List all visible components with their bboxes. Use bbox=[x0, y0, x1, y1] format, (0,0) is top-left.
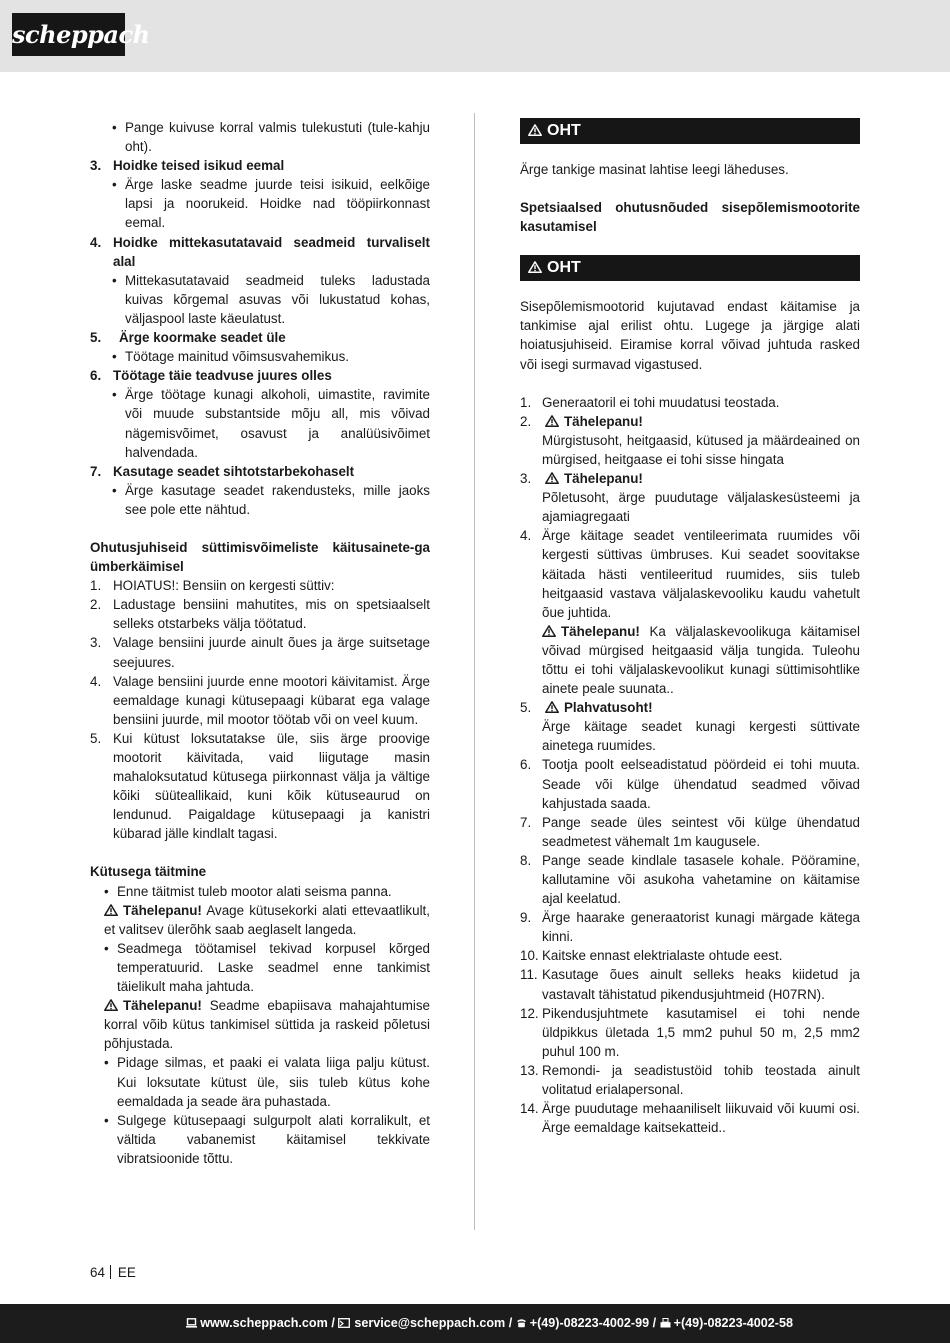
item-text: Töötage täie teadvuse juures olles bbox=[113, 368, 332, 384]
section-heading: Spetsiaalsed ohutusnõuded sisepõlemismootorite kasutamisel bbox=[520, 200, 860, 235]
bullet-marker: • bbox=[112, 272, 117, 288]
warning-icon bbox=[104, 904, 118, 916]
page-header bbox=[0, 0, 950, 72]
bullet-marker: • bbox=[104, 940, 109, 956]
footer-contacts bbox=[186, 1304, 793, 1343]
warning-icon bbox=[545, 415, 559, 427]
item-text: Ladustage bensiini mahutites, mis on spetsiaalselt selleks otstarbeks välja töötatud. bbox=[113, 597, 430, 632]
bullet-item bbox=[90, 481, 430, 519]
item-text: Hoidke teised isikud eemal bbox=[113, 158, 285, 174]
item-text: Kasutage seadet sihtotstarbekohaselt bbox=[113, 463, 355, 479]
bullet-text: Ärge töötage kunagi alkoholi, uimastite, ravimite või muude substantside mõju all, mis võivad nägemisvõimet, osavust ja analüüsivõimet halvendada. bbox=[125, 387, 430, 460]
item-text: Remondi- ja seadistustöid tohib teostada ainult volitatud erialapersonal. bbox=[542, 1062, 860, 1098]
footer-separator: / bbox=[649, 1316, 660, 1330]
numbered-item bbox=[90, 462, 430, 481]
paragraph: Sisepõlemismootorid kujutavad endast käitamise ja tankimise ajal erilist ohtu. Lugege ja järgige alati hoiatusjuhiseid. Eiramise korral võivad juhtuda rasked või isegi surmavad vigastused. bbox=[520, 299, 860, 372]
item-number: 10. bbox=[520, 948, 539, 964]
bullet-text: Ärge kasutage seadet rakendusteks, mille jaoks see pole ette nähtud. bbox=[125, 482, 430, 517]
left-column bbox=[90, 118, 430, 1168]
item-number: 3. bbox=[90, 635, 102, 651]
item-number: 8. bbox=[520, 852, 532, 868]
numbered-warning bbox=[520, 698, 860, 717]
section-heading: Kütusega täitmine bbox=[90, 864, 207, 880]
numbered-item bbox=[520, 813, 860, 851]
bullet-marker: • bbox=[112, 482, 117, 498]
item-text: Pikendusjuhtmete kasutamisel ei tohi nende üldpikkus ületada 1,5 mm2 puhul 50 m, 2,5 mm2 puhul 100 m. bbox=[542, 1005, 860, 1059]
numbered-item bbox=[520, 1099, 860, 1137]
footer-separator: / bbox=[505, 1316, 516, 1330]
footer-email-link[interactable]: service@scheppach.com bbox=[354, 1316, 506, 1330]
numbered-item bbox=[90, 366, 430, 385]
bullet-item bbox=[90, 347, 430, 366]
numbered-item bbox=[520, 851, 860, 908]
item-number: 14. bbox=[520, 1101, 539, 1117]
item-number: 7. bbox=[90, 463, 102, 479]
bullet-text: Seadmega töötamisel tekivad korpusel kõrged temperatuurid. Laske seadmel enne tankimist täielikult maha jahtuda. bbox=[117, 940, 430, 995]
numbered-warning bbox=[520, 412, 860, 431]
footer-phone: +(49)-08223-4002-99 bbox=[529, 1316, 650, 1330]
spacer bbox=[520, 179, 860, 198]
item-number: 5. bbox=[90, 330, 102, 346]
warning-label: Tähelepanu! bbox=[564, 413, 643, 429]
danger-banner bbox=[520, 118, 860, 144]
warning-label: Plahvatusoht! bbox=[564, 700, 653, 716]
warning-label: Tähelepanu! bbox=[123, 902, 202, 918]
item-number: 5. bbox=[520, 700, 532, 716]
spacer bbox=[520, 374, 860, 393]
item-number: 3. bbox=[90, 158, 102, 174]
continuation-text: Põletusoht, ärge puudutage väljalaskesüsteemi ja ajamiagregaati bbox=[542, 490, 860, 525]
warning-note bbox=[90, 901, 430, 939]
numbered-item bbox=[520, 965, 860, 1003]
numbered-item bbox=[90, 233, 430, 271]
item-text: Pange seade kindlale tasasele kohale. Pööramine, kallutamine või asukoha vahetamine on käitamise ajal keelatud. bbox=[542, 852, 860, 907]
numbered-item bbox=[90, 156, 430, 175]
warning-label: Tähelepanu! bbox=[123, 998, 202, 1014]
item-text: Kasutage õues ainult selleks heaks kiidetud ja vastavalt tähistatud pikendusjuhtmeid (H07RN). bbox=[542, 967, 860, 1002]
bullet-marker: • bbox=[104, 883, 109, 899]
item-number: 9. bbox=[520, 910, 532, 926]
item-number: 2. bbox=[90, 597, 102, 613]
item-text: HOIATUS!: Bensiin on kergesti süttiv: bbox=[113, 578, 335, 594]
bullet-item bbox=[90, 118, 430, 156]
bullet-item bbox=[90, 939, 430, 996]
numbered-item bbox=[90, 672, 430, 729]
page-number-block bbox=[90, 1264, 136, 1282]
footer-separator: / bbox=[327, 1316, 339, 1330]
spacer bbox=[90, 519, 430, 538]
bullet-marker: • bbox=[112, 349, 117, 365]
footer-website-link[interactable]: www.scheppach.com bbox=[200, 1316, 328, 1330]
bullet-item bbox=[90, 175, 430, 232]
bullet-marker: • bbox=[112, 387, 117, 403]
numbered-item bbox=[90, 729, 430, 844]
page-number: 64 bbox=[90, 1265, 105, 1280]
continuation-text: Mürgistusoht, heitgaasid, kütused ja määrdeained on mürgised, heitgaase ei tohi sisse hingata bbox=[542, 432, 860, 467]
warning-icon bbox=[528, 124, 542, 136]
warning-label: Tähelepanu! bbox=[561, 623, 640, 639]
item-text: Valage bensiini juurde enne mootori käivitamist. Ärge eemaldage kunagi kütusepaagi kübarat ega valage bensiini juurde, mil mootor töötab või on veel kuum. bbox=[113, 673, 430, 727]
item-number: 1. bbox=[520, 394, 532, 410]
column-divider bbox=[474, 113, 475, 1230]
computer-icon bbox=[186, 1318, 197, 1328]
item-text: Generaatoril ei tohi muudatusi teostada. bbox=[542, 394, 780, 410]
item-text: Kui kütust loksutatakse üle, siis ärge proovige mootorit käivitada, vaid liigutage masin mahaloksutatud kütusega piirkonnast välja ja vältige kõiki süüteallikaid, kuni kõik kütuseaurud on lendunud. Paigaldage kütusepaagi ja kanistri kübarad jälle kindlalt tagasi. bbox=[113, 730, 430, 842]
warning-label: Tähelepanu! bbox=[564, 471, 643, 487]
warning-icon bbox=[545, 701, 559, 713]
warning-icon bbox=[545, 472, 559, 484]
item-number: 6. bbox=[520, 757, 532, 773]
page-footer bbox=[0, 1304, 950, 1343]
bullet-text: Pidage silmas, et paaki ei valata liiga palju kütust. Kui loksutate kütust üle, siis tuleb kütus kohe eemaldada ja seade ära puhastada. bbox=[117, 1055, 430, 1109]
numbered-item bbox=[520, 908, 860, 946]
item-text: Valage bensiini juurde ainult õues ja ärge suitsetage seejuures. bbox=[113, 635, 430, 670]
warning-text: Ka väljalaskevoolikuga käitamisel võivad mürgised heitgaasid välja tungida. Tuleohu tõttu ei tohi väljalaskevoolikut kunagi süttimisohtlike ainete peale suunata.. bbox=[542, 623, 860, 697]
danger-banner bbox=[520, 255, 860, 281]
spacer bbox=[520, 236, 860, 255]
warning-note bbox=[90, 996, 430, 1053]
bullet-item bbox=[90, 1111, 430, 1168]
item-number: 6. bbox=[90, 368, 102, 384]
item-text: Ärge haarake generaatorist kunagi märgade kätega kinni. bbox=[542, 910, 860, 945]
page-number-separator bbox=[110, 1265, 111, 1279]
item-text: Ärge koormake seadet üle bbox=[119, 330, 286, 346]
numbered-item bbox=[520, 946, 860, 965]
bullet-text: Sulgege kütusepaagi sulgurpolt alati korralikult, et vältida vabanemist käitamisel tekkivate vibratsioonide tõttu. bbox=[117, 1112, 430, 1166]
spacer bbox=[90, 843, 430, 862]
bullet-text: Töötage mainitud võimsusvahemikus. bbox=[125, 349, 350, 365]
bullet-text: Mittekasutatavaid seadmeid tuleks ladustada kuivas kõrgemal asuvas või lukustatud kohas, väljaspool laste käeulatust. bbox=[125, 272, 430, 326]
warning-icon bbox=[542, 625, 556, 637]
bullet-marker: • bbox=[112, 120, 117, 135]
item-number: 5. bbox=[90, 730, 102, 746]
item-number: 3. bbox=[520, 471, 532, 487]
item-number: 13. bbox=[520, 1062, 539, 1078]
warning-text: Avage kütusekorki alati ettevaatlikult, et valitsev ülerõhk saab aeglaselt langeda. bbox=[104, 902, 430, 937]
paragraph: Ärge tankige masinat lahtise leegi läheduses. bbox=[520, 162, 789, 177]
mail-icon bbox=[338, 1318, 350, 1328]
footer-fax: +(49)-08223-4002-58 bbox=[673, 1316, 793, 1330]
danger-banner-label: OHT bbox=[547, 259, 581, 277]
warning-title bbox=[542, 412, 860, 431]
item-number: 11. bbox=[520, 967, 538, 983]
bullet-text: Enne täitmist tuleb mootor alati seisma panna. bbox=[117, 883, 392, 899]
bullet-marker: • bbox=[104, 1055, 109, 1071]
item-number: 4. bbox=[520, 528, 532, 544]
item-text: Ärge puudutage mehaaniliselt liikuvaid või kuumi osi. Ärge eemaldage kaitsekatteid.. bbox=[542, 1101, 860, 1136]
warning-text: Seadme ebapiisava mahajahtumise korral võib kütus tankimisel süttida ja raskeid põletusi põhjustada. bbox=[104, 998, 430, 1052]
bullet-text: Ärge laske seadme juurde teisi isikuid, eelkõige lapsi ja noorukeid. Hoidke nad tööpiirkonnast eemal. bbox=[125, 177, 430, 231]
item-number: 1. bbox=[90, 578, 102, 594]
numbered-item bbox=[90, 328, 430, 347]
item-number: 2. bbox=[520, 413, 532, 429]
warning-title bbox=[542, 469, 860, 488]
item-number: 4. bbox=[90, 234, 102, 250]
bullet-item bbox=[90, 385, 430, 461]
bullet-item bbox=[90, 271, 430, 328]
bullet-marker: • bbox=[112, 177, 117, 193]
bullet-item bbox=[90, 882, 430, 901]
warning-icon bbox=[528, 261, 542, 273]
bullet-item bbox=[90, 1053, 430, 1110]
numbered-warning bbox=[520, 469, 860, 488]
item-text: Tootja poolt eelseadistatud pöördeid ei tohi muuta. Seade või külge ühendatud seadmed võivad kahjustada saada. bbox=[542, 757, 860, 811]
bullet-marker: • bbox=[104, 1112, 109, 1128]
item-number: 4. bbox=[90, 673, 102, 689]
item-text: Pange seade üles seintest või külge ühendatud seadmetest vähemalt 1m kaugusele. bbox=[542, 814, 860, 849]
warning-note bbox=[520, 622, 860, 698]
warning-title bbox=[542, 698, 860, 717]
right-column bbox=[520, 118, 860, 1137]
item-text: Kaitske ennast elektrialaste ohtude eest. bbox=[542, 948, 783, 964]
language-code: EE bbox=[117, 1265, 136, 1280]
fax-icon bbox=[660, 1318, 671, 1328]
item-text: Hoidke mittekasutatavaid seadmeid turvaliselt alal bbox=[113, 234, 430, 269]
item-number: 7. bbox=[520, 814, 532, 830]
numbered-item bbox=[90, 633, 430, 671]
item-text: Ärge käitage seadet ventileerimata ruumides või kergesti süttivas ümbruses. Kui seadet soovitakse käitada hästi ventileeritud ruumides, siis tuleb heitgaasid vastava väljalaskevooliku kaudu vahetult õue juhtida. bbox=[542, 528, 860, 620]
numbered-item bbox=[520, 1061, 860, 1099]
item-number: 12. bbox=[520, 1005, 539, 1021]
bullet-text: Pange kuivuse korral valmis tulekustuti (tule-kahju oht). bbox=[125, 120, 430, 155]
continuation-text: Ärge käitage seadet kunagi kergesti süttivate ainetega ruumides. bbox=[542, 719, 860, 754]
numbered-item bbox=[520, 755, 860, 812]
section-heading: Ohutusjuhiseid süttimisvõimeliste käitusainete-ga ümberkäimisel bbox=[90, 539, 430, 575]
brand-logo: scheppach bbox=[12, 13, 125, 56]
numbered-item bbox=[520, 393, 860, 412]
numbered-item bbox=[90, 595, 430, 633]
phone-icon bbox=[516, 1318, 527, 1328]
warning-icon bbox=[104, 999, 118, 1011]
numbered-item bbox=[90, 576, 430, 595]
numbered-item bbox=[520, 1004, 860, 1061]
danger-banner-label: OHT bbox=[547, 122, 581, 139]
numbered-item bbox=[520, 526, 860, 621]
